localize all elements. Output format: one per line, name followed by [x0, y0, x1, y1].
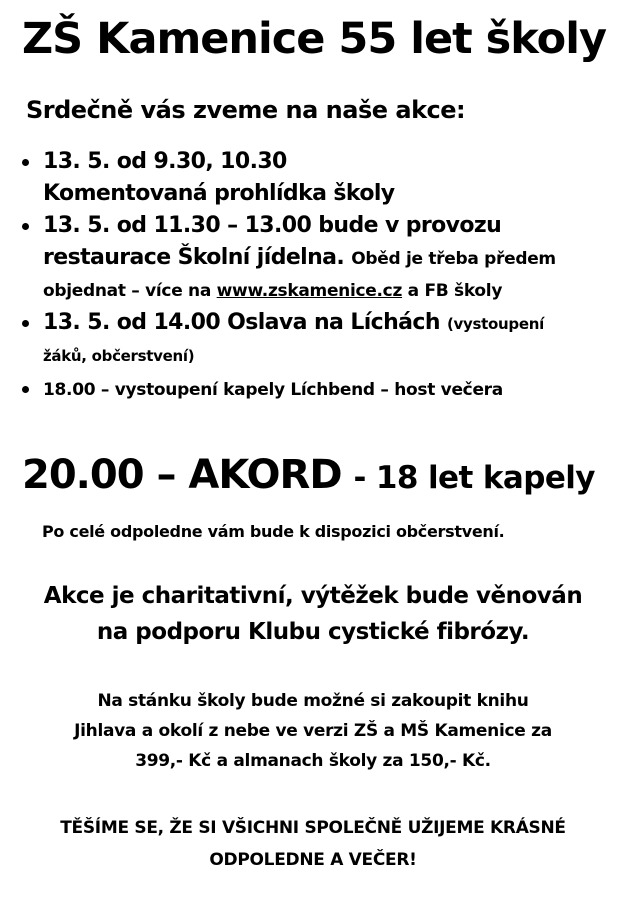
event-description: – vystoupení kapely Líchbend – host večera	[100, 380, 503, 400]
charity-line: na podporu Klubu cystické fibrózy.	[96, 619, 530, 645]
book-line: Na stánku školy bude možné si zakoupit knihu	[97, 691, 529, 711]
page-title: ZŠ Kamenice 55 let školy	[22, 14, 606, 64]
charity-line: Akce je charitativní, výtěžek bude věnován	[43, 583, 583, 609]
book-offer	[0, 686, 626, 776]
bullet-icon	[22, 159, 29, 166]
invitation-intro: Srdečně vás zveme na naše akce:	[26, 96, 466, 124]
list-item	[22, 146, 622, 210]
list-item	[22, 374, 622, 406]
bullet-icon	[22, 386, 29, 393]
closing-line: ODPOLEDNE A VEČER!	[209, 850, 417, 870]
event-description	[43, 242, 622, 275]
book-line: 399,- Kč a almanach školy za 150,- Kč.	[135, 751, 491, 771]
event-time: 13. 5. od 9.30, 10.30	[43, 149, 287, 174]
website-link[interactable]: www.zskamenice.cz	[216, 281, 403, 301]
order-text-suffix: a FB školy	[407, 281, 503, 301]
headline	[22, 452, 595, 498]
headline-main: 20.00 – AKORD	[22, 452, 342, 498]
refreshments-note: Po celé odpoledne vám bude k dispozici občerstvení.	[42, 522, 505, 541]
event-description: Komentovaná prohlídka školy	[43, 181, 395, 206]
charity-note	[0, 578, 626, 650]
list-item	[22, 210, 622, 307]
list-item	[22, 307, 622, 372]
event-title: 13. 5. od 14.00 Oslava na Líchách	[43, 310, 440, 335]
bullet-icon	[22, 320, 29, 327]
order-text: objednat – více na	[43, 281, 212, 301]
event-note-continued: žáků, občerstvení)	[43, 347, 195, 365]
closing-message	[0, 812, 626, 876]
event-time: 18.00	[43, 380, 96, 400]
event-note: Oběd je třeba předem	[351, 249, 556, 269]
book-line: Jihlava a okolí z nebe ve verzi ZŠ a MŠ Kamenice za	[74, 721, 552, 741]
event-time: 13. 5. od 11.30 – 13.00 bude v provozu	[43, 213, 502, 238]
event-venue: restaurace Školní jídelna.	[43, 245, 345, 270]
event-list	[22, 146, 622, 406]
bullet-icon	[22, 223, 29, 230]
closing-line: TĚŠÍME SE, ŽE SI VŠICHNI SPOLEČNĚ UŽIJEME KRÁSNÉ	[60, 818, 566, 838]
event-time	[43, 307, 622, 340]
event-order-info	[43, 275, 622, 307]
event-note: (vystoupení	[447, 315, 544, 333]
headline-rest: - 18 let kapely	[353, 460, 595, 496]
